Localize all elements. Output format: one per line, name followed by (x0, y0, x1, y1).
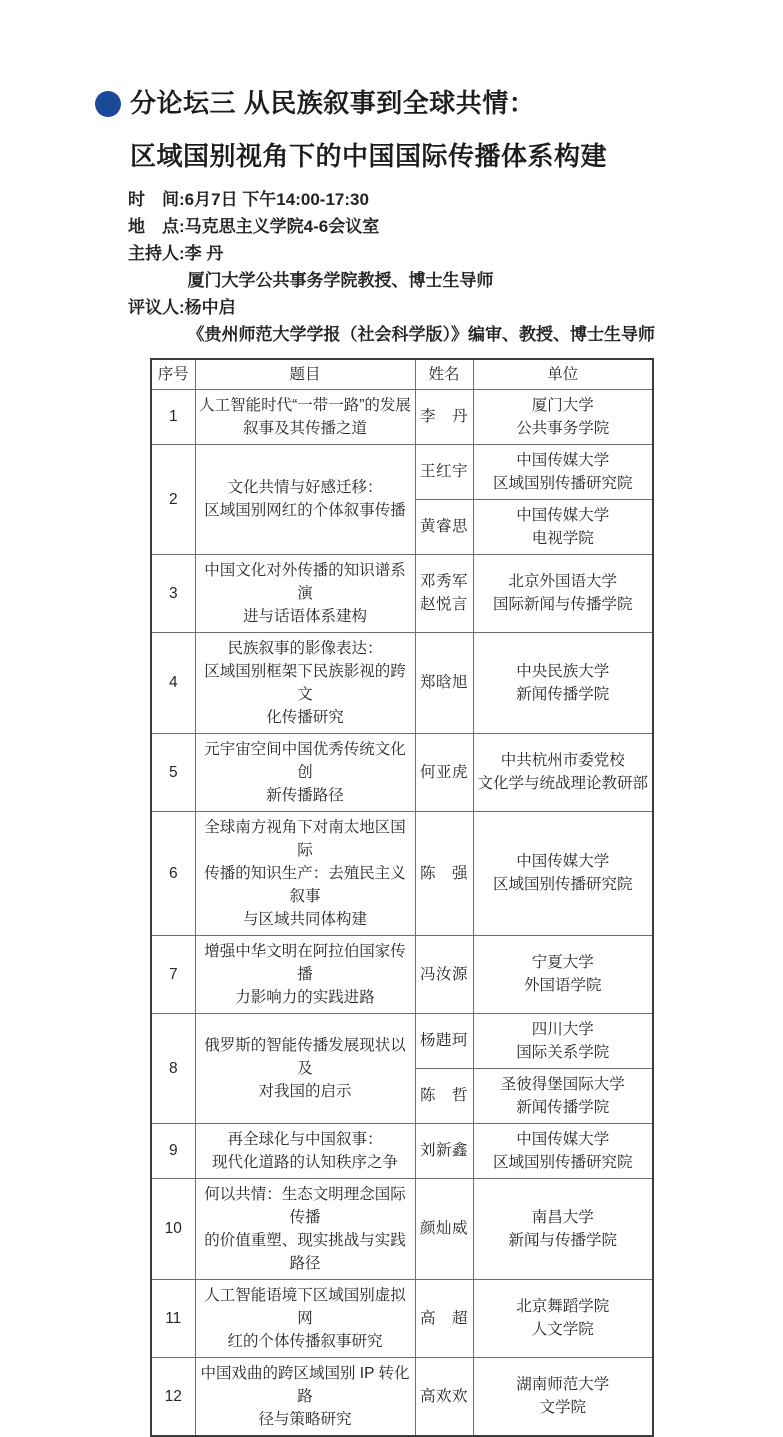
affiliation-cell: 中国传媒大学 区域国别传播研究院 (473, 811, 653, 935)
meta-value: 厦门大学公共事务学院教授、博士生导师 (188, 271, 494, 290)
table-row (151, 935, 653, 1013)
row-number-cell: 7 (151, 935, 195, 1013)
meta-value: 李 丹 (185, 244, 224, 263)
paper-title-cell: 中国戏曲的跨区域国别 IP 转化路 径与策略研究 (195, 1357, 415, 1436)
row-number-cell: 3 (151, 554, 195, 632)
paper-title-cell: 文化共情与好感迁移： 区域国别网红的个体叙事传播 (195, 444, 415, 554)
affiliation-cell: 中国传媒大学 电视学院 (473, 499, 653, 554)
schedule-table (150, 358, 654, 1437)
presenter-name-cell: 杨韪珂 (415, 1013, 473, 1068)
table-row (151, 632, 653, 733)
presenter-name-cell: 黄睿思 (415, 499, 473, 554)
session-details (128, 186, 783, 348)
paper-title-cell: 人工智能时代“一带一路”的发展 叙事及其传播之道 (195, 389, 415, 444)
presenter-name-cell: 郑晗旭 (415, 632, 473, 733)
table-row (151, 1178, 653, 1279)
affiliation-cell: 湖南师范大学 文学院 (473, 1357, 653, 1436)
table-row (151, 1357, 653, 1436)
affiliation-cell: 中共杭州市委党校 文化学与统战理论教研部 (473, 733, 653, 811)
presenter-name-cell: 王红宇 (415, 444, 473, 499)
presenter-name-cell: 冯汝源 (415, 935, 473, 1013)
affiliation-cell: 南昌大学 新闻与传播学院 (473, 1178, 653, 1279)
affiliation-cell: 宁夏大学 外国语学院 (473, 935, 653, 1013)
meta-line (128, 294, 783, 321)
table-row (151, 1013, 653, 1068)
row-number-cell: 2 (151, 444, 195, 554)
table-row (151, 811, 653, 935)
meta-line (188, 321, 783, 348)
table-row (151, 1123, 653, 1178)
meta-line (188, 267, 783, 294)
table-row (151, 444, 653, 499)
presenter-name-cell: 何亚虎 (415, 733, 473, 811)
meta-value: 马克思主义学院4-6会议室 (185, 217, 380, 236)
presenter-name-cell: 高欢欢 (415, 1357, 473, 1436)
row-number-cell: 1 (151, 389, 195, 444)
forum-title-row (95, 88, 783, 119)
row-number-cell: 11 (151, 1279, 195, 1357)
meta-line (128, 186, 783, 213)
meta-label: 评议人: (128, 298, 185, 317)
affiliation-cell: 圣彼得堡国际大学 新闻传播学院 (473, 1068, 653, 1123)
presenter-name-cell: 高 超 (415, 1279, 473, 1357)
meta-label: 主持人: (128, 244, 185, 263)
row-number-cell: 10 (151, 1178, 195, 1279)
column-header-title: 题目 (195, 359, 415, 389)
meta-line (128, 240, 783, 267)
row-number-cell: 5 (151, 733, 195, 811)
table-row (151, 554, 653, 632)
meta-value: 杨中启 (185, 298, 236, 317)
row-number-cell: 6 (151, 811, 195, 935)
meta-value: 6月7日 下午14:00-17:30 (185, 190, 369, 209)
meta-value: 《贵州师范大学学报（社会科学版）》编审、教授、博士生导师 (188, 325, 656, 344)
row-number-cell: 8 (151, 1013, 195, 1123)
affiliation-cell: 北京舞蹈学院 人文学院 (473, 1279, 653, 1357)
affiliation-cell: 四川大学 国际关系学院 (473, 1013, 653, 1068)
presenter-name-cell: 陈 强 (415, 811, 473, 935)
presenter-name-cell: 颜灿威 (415, 1178, 473, 1279)
paper-title-cell: 民族叙事的影像表达： 区域国别框架下民族影视的跨文 化传播研究 (195, 632, 415, 733)
affiliation-cell: 中国传媒大学 区域国别传播研究院 (473, 1123, 653, 1178)
column-header-unit: 单位 (473, 359, 653, 389)
paper-title-cell: 全球南方视角下对南太地区国际 传播的知识生产：去殖民主义叙事 与区域共同体构建 (195, 811, 415, 935)
presenter-name-cell: 李 丹 (415, 389, 473, 444)
table-row (151, 733, 653, 811)
paper-title-cell: 人工智能语境下区域国别虚拟网 红的个体传播叙事研究 (195, 1279, 415, 1357)
column-header-number: 序号 (151, 359, 195, 389)
paper-title-cell: 增强中华文明在阿拉伯国家传播 力影响力的实践进路 (195, 935, 415, 1013)
presenter-name-cell: 陈 哲 (415, 1068, 473, 1123)
paper-title-cell: 再全球化与中国叙事： 现代化道路的认知秩序之争 (195, 1123, 415, 1178)
presenter-name-cell: 刘新鑫 (415, 1123, 473, 1178)
affiliation-cell: 中央民族大学 新闻传播学院 (473, 632, 653, 733)
paper-title-cell: 中国文化对外传播的知识谱系演 进与话语体系建构 (195, 554, 415, 632)
affiliation-cell: 北京外国语大学 国际新闻与传播学院 (473, 554, 653, 632)
row-number-cell: 4 (151, 632, 195, 733)
row-number-cell: 9 (151, 1123, 195, 1178)
affiliation-cell: 中国传媒大学 区域国别传播研究院 (473, 444, 653, 499)
affiliation-cell: 厦门大学 公共事务学院 (473, 389, 653, 444)
paper-title-cell: 元宇宙空间中国优秀传统文化创 新传播路径 (195, 733, 415, 811)
bullet-dot-icon (95, 91, 121, 117)
meta-label: 时 间: (128, 190, 185, 209)
meta-line (128, 213, 783, 240)
presenter-name-cell: 邓秀军 赵悦言 (415, 554, 473, 632)
row-number-cell: 12 (151, 1357, 195, 1436)
forum-title-line1: 分论坛三 从民族叙事到全球共情： (130, 88, 535, 119)
forum-title-line2: 区域国别视角下的中国国际传播体系构建 (130, 141, 783, 172)
table-header-row (151, 359, 653, 389)
paper-title-cell: 俄罗斯的智能传播发展现状以及 对我国的启示 (195, 1013, 415, 1123)
table-row (151, 1279, 653, 1357)
meta-label: 地 点: (128, 217, 185, 236)
table-row (151, 389, 653, 444)
paper-title-cell: 何以共情：生态文明理念国际传播 的价值重塑、现实挑战与实践路径 (195, 1178, 415, 1279)
column-header-name: 姓名 (415, 359, 473, 389)
